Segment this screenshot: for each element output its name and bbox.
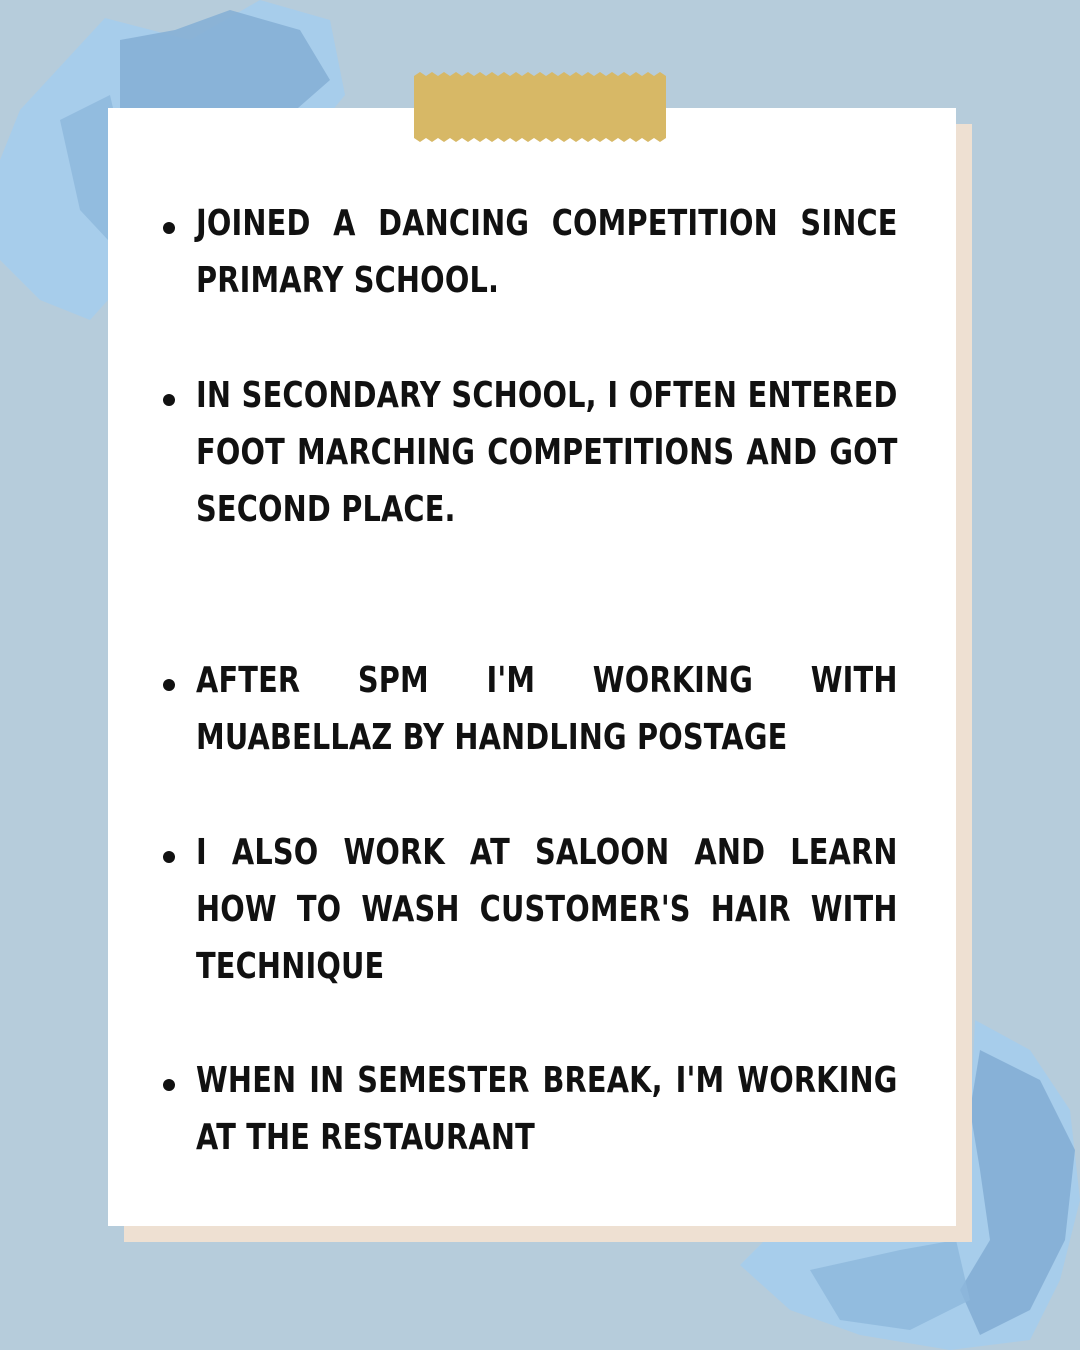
list-item-text: AFTER SPM I'M WORKING WITH MUABELLAZ BY HANDLING POSTAGE: [196, 660, 898, 758]
bullet-icon: [163, 394, 175, 406]
bullet-icon: [163, 222, 175, 234]
bullet-icon: [163, 851, 175, 863]
tape-strip: [414, 72, 666, 142]
note-paper: [108, 108, 956, 1226]
bullet-icon: [163, 679, 175, 691]
list-item-text: IN SECONDARY SCHOOL, I OFTEN ENTERED FOOT MARCHING COMPETITIONS AND GOT SECOND PLACE.: [196, 375, 898, 530]
list-item-text: WHEN IN SEMESTER BREAK, I'M WORKING AT THE RESTAURANT: [196, 1060, 898, 1158]
list-item-text: JOINED A DANCING COMPETITION SINCE PRIMARY SCHOOL.: [196, 203, 898, 301]
bullet-icon: [163, 1079, 175, 1091]
list-item-text: I ALSO WORK AT SALOON AND LEARN HOW TO WASH CUSTOMER'S HAIR WITH TECHNIQUE: [196, 832, 898, 987]
